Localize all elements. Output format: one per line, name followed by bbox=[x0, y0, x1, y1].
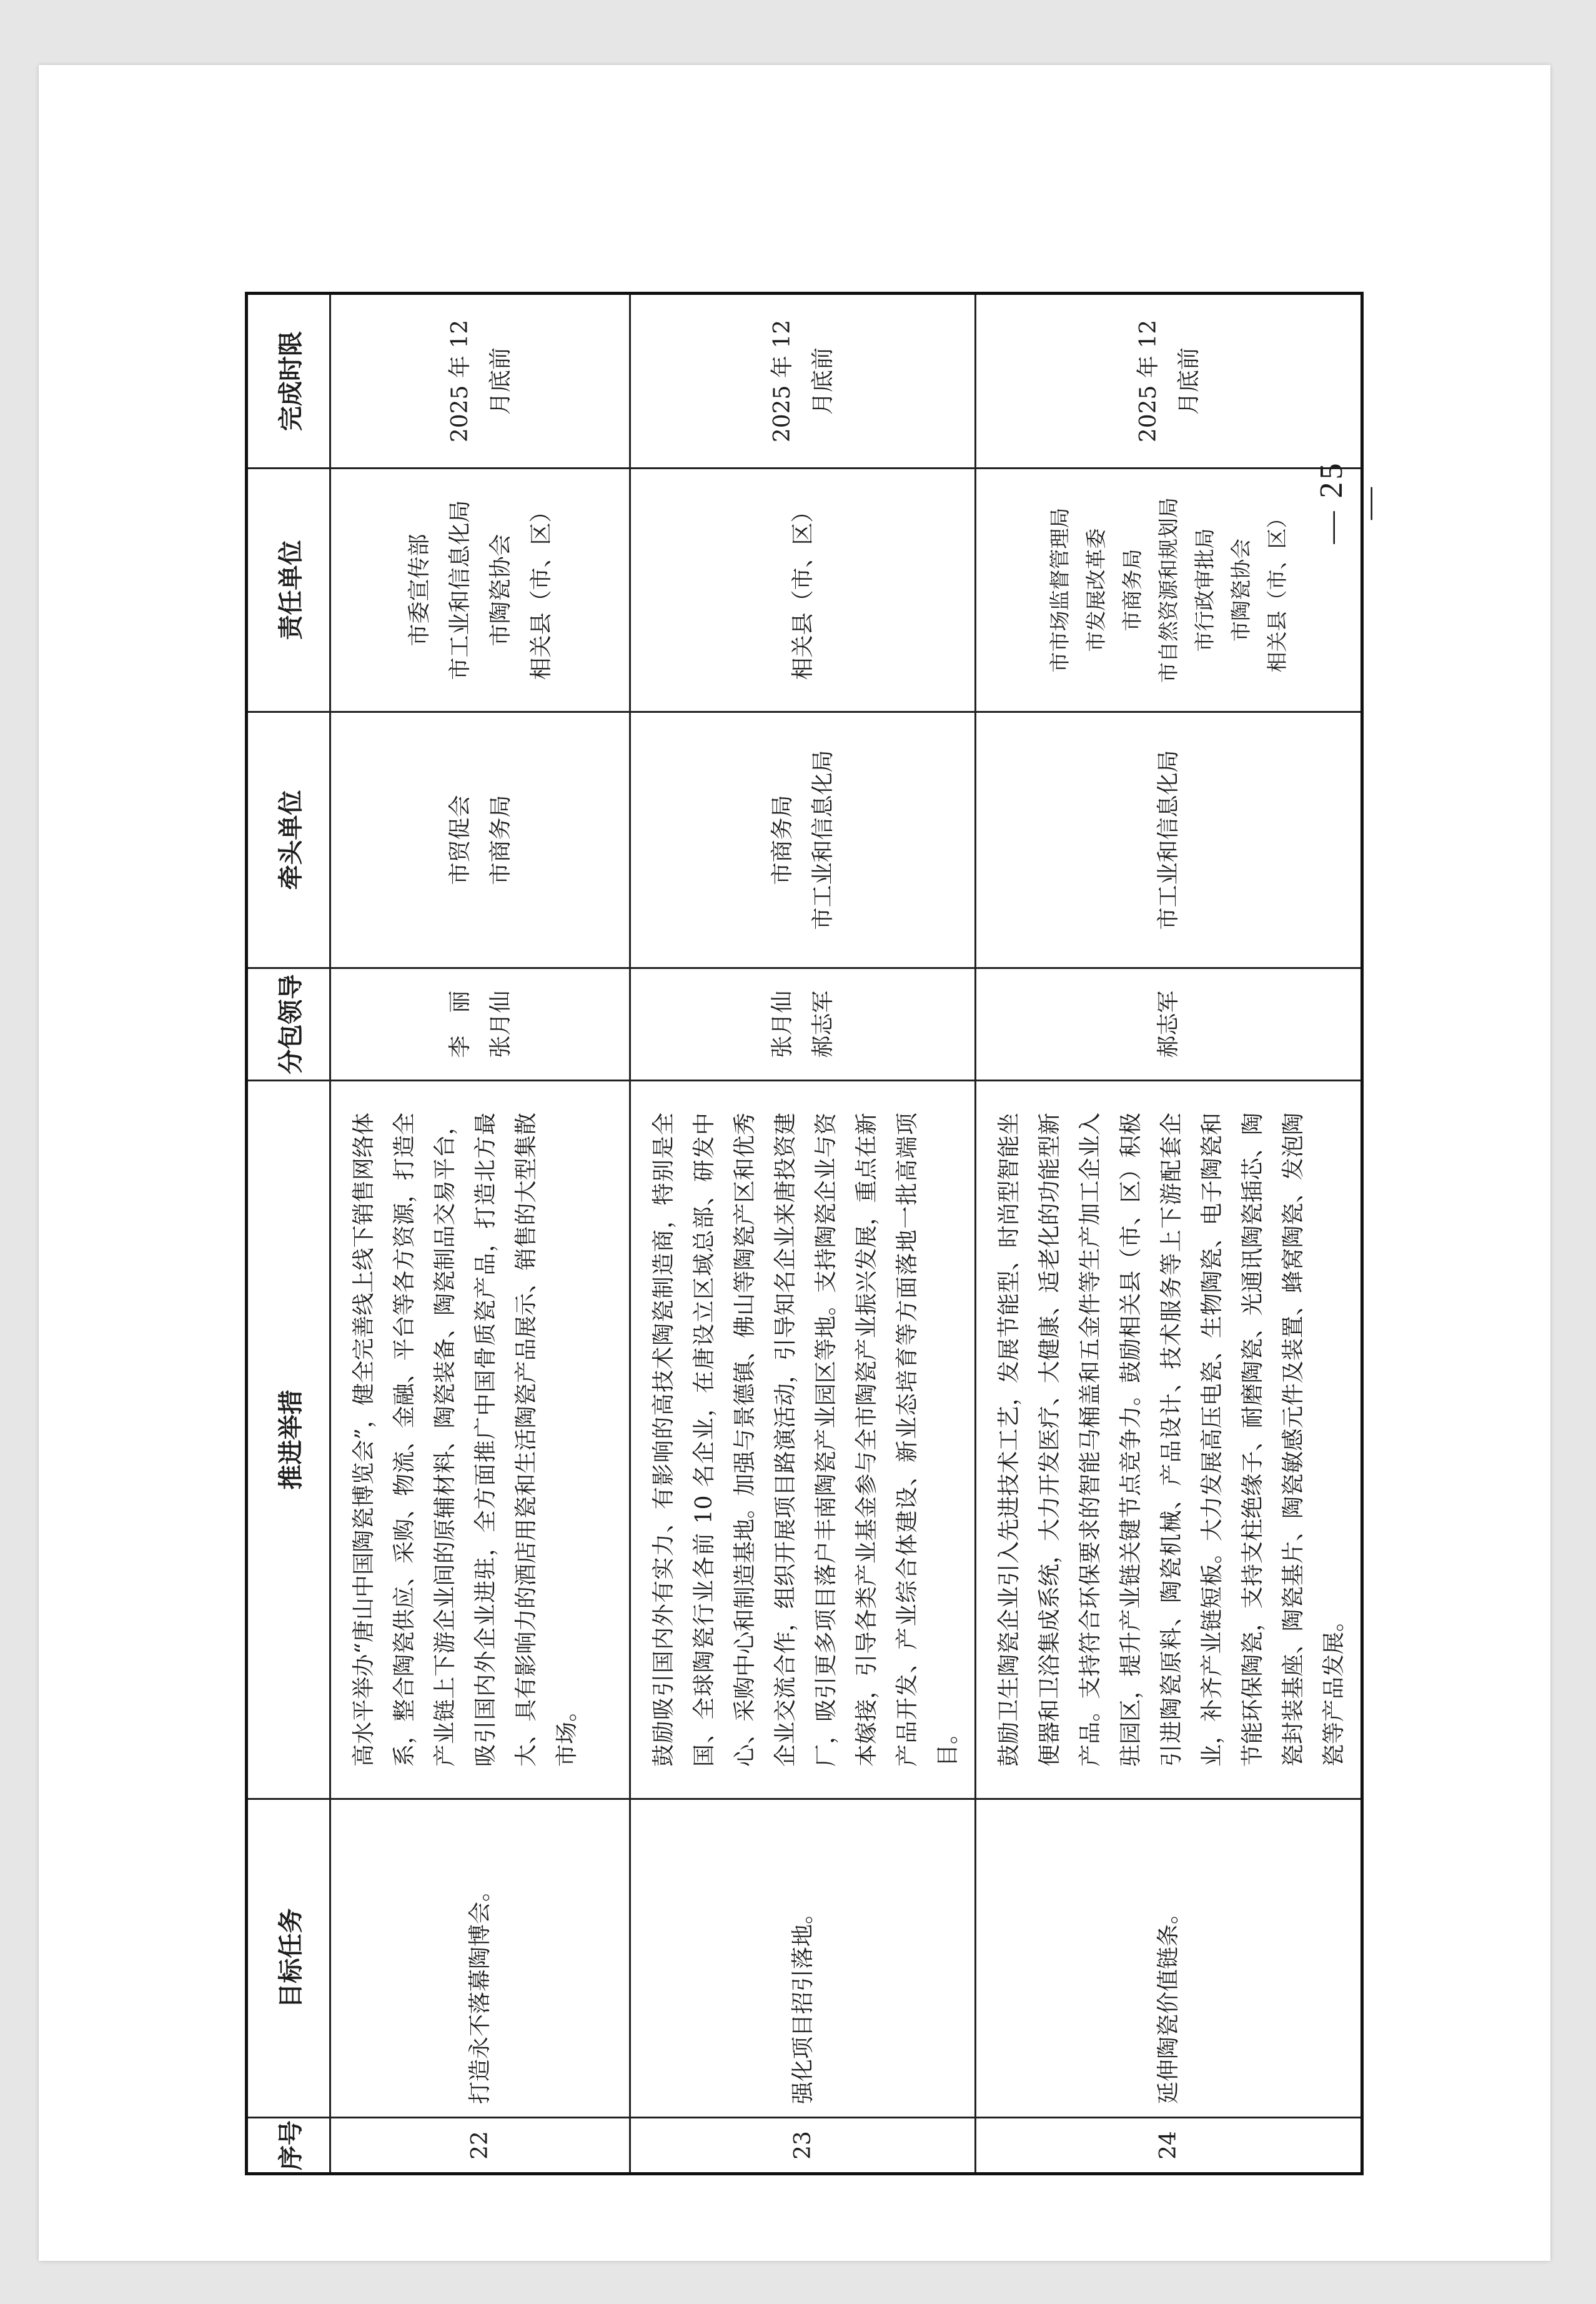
cell-lead-unit bbox=[330, 712, 630, 968]
deadline-text: 月底前 bbox=[1176, 347, 1202, 415]
cell-leader bbox=[630, 968, 976, 1081]
deadline-text: 2025 年 12 bbox=[447, 319, 473, 443]
resp-unit-name: 市陶瓷协会 bbox=[1228, 539, 1253, 642]
header-goal: 目标任务 bbox=[247, 1799, 330, 2118]
cell-resp-unit bbox=[330, 469, 630, 712]
cell-deadline bbox=[976, 294, 1362, 469]
leader-name: 张月仙 bbox=[487, 990, 513, 1058]
lead-unit-name: 市商务局 bbox=[770, 795, 795, 885]
cell-resp-unit bbox=[630, 469, 976, 712]
rotated-table-container bbox=[245, 295, 1347, 2175]
table-header-row bbox=[247, 294, 330, 2174]
resp-unit-name: 市发展改革委 bbox=[1083, 528, 1108, 652]
leader-name: 李 丽 bbox=[447, 990, 473, 1058]
lead-unit-name: 市工业和信息化局 bbox=[810, 750, 836, 930]
leader-name: 郝志军 bbox=[810, 990, 836, 1058]
lead-unit-name: 市工业和信息化局 bbox=[1156, 750, 1181, 930]
cell-goal: 延伸陶瓷价值链条。 bbox=[976, 1799, 1362, 2118]
cell-goal: 打造永不落幕陶博会。 bbox=[330, 1799, 630, 2118]
header-resp-unit: 责任单位 bbox=[247, 469, 330, 712]
resp-unit-name: 市商务局 bbox=[1119, 549, 1144, 632]
resp-unit-name: 市市场监督管理局 bbox=[1047, 507, 1072, 673]
cell-resp-unit bbox=[976, 469, 1362, 712]
cell-leader bbox=[330, 968, 630, 1081]
cell-measure: 鼓励卫生陶瓷企业引入先进技术工艺，发展节能型、时尚型智能坐便器和卫浴集成系统，大力开发医疗、大健康、适老化的功能型新产品。支持符合环保要求的智能马桶盖和五金件等生产加工企业入驻园区，提升产业链关键节点竞争力。鼓励相关县（市、区）积极引进陶瓷原料、陶瓷机械、产品设计、技术服务等上下游配套企业，补齐产业链短板。大力发展高压电瓷、生物陶瓷、电子陶瓷和节能环保陶瓷，支持支柱绝缘子、耐磨陶瓷、光通讯陶瓷插芯、陶瓷封装基座、陶瓷基片、陶瓷敏感元件及装置、蜂窝陶瓷、发泡陶瓷等产品发展。 bbox=[976, 1081, 1362, 1799]
resp-unit-name: 市自然资源和规划局 bbox=[1156, 497, 1181, 683]
deadline-text: 月底前 bbox=[810, 347, 836, 415]
cell-deadline bbox=[330, 294, 630, 469]
resp-unit-name: 市行政审批局 bbox=[1192, 528, 1217, 652]
task-table bbox=[245, 292, 1387, 2175]
header-leader: 分包领导 bbox=[247, 968, 330, 1081]
cell-deadline bbox=[630, 294, 976, 469]
cell-leader bbox=[976, 968, 1362, 1081]
cell-measure: 高水平举办“唐山中国陶瓷博览会”，健全完善线上线下销售网络体系，整合陶瓷供应、采购、物流、金融、平台等各方资源，打造全产业链上下游企业间的原辅材料、陶瓷装备、陶瓷制品交易平台，吸引国内外企业进驻，全方面推广中国骨质瓷产品，打造北方最大、具有影响力的酒店用瓷和生活陶瓷产品展示、销售的大型集散市场。 bbox=[330, 1081, 630, 1799]
table-row bbox=[630, 294, 976, 2174]
resp-unit-name: 市工业和信息化局 bbox=[447, 500, 473, 680]
cell-no: 22 bbox=[330, 2118, 630, 2174]
cell-goal: 强化项目招引落地。 bbox=[630, 1799, 976, 2118]
resp-unit-name: 市委宣传部 bbox=[406, 534, 432, 647]
leader-name: 郝志军 bbox=[1156, 990, 1181, 1058]
cell-no: 23 bbox=[630, 2118, 976, 2174]
document-page bbox=[39, 65, 1550, 2261]
cell-lead-unit bbox=[630, 712, 976, 968]
resp-unit-name: 相关县（市、区） bbox=[1264, 507, 1289, 673]
deadline-text: 月底前 bbox=[487, 347, 513, 415]
table-row bbox=[330, 294, 630, 2174]
table-row bbox=[976, 294, 1362, 2174]
lead-unit-name: 市贸促会 bbox=[447, 795, 473, 885]
cell-lead-unit bbox=[976, 712, 1362, 968]
resp-unit-name: 相关县（市、区） bbox=[790, 500, 816, 680]
cell-measure: 鼓励吸引国内外有实力、有影响的高技术陶瓷制造商，特别是全国、全球陶瓷行业各前 10 名企业，在唐设立区域总部、研发中心、采购中心和制造基地。加强与景德镇、佛山等陶瓷产区和优秀企业交流合作，组织开展项目路演活动，引导知名企业来唐投资建厂，吸引更多项目落户丰南陶瓷产业园区等地。支持陶瓷企业与资本嫁接，引导各类产业基金参与全市陶瓷产业振兴发展，重点在新产品开发、产业综合体建设、新业态培育等方面落地一批高端项目。 bbox=[630, 1081, 976, 1799]
page-number: — 25 — bbox=[1314, 460, 1387, 544]
header-lead-unit: 牵头单位 bbox=[247, 712, 330, 968]
deadline-text: 2025 年 12 bbox=[770, 319, 795, 443]
cell-no: 24 bbox=[976, 2118, 1362, 2174]
leader-name: 张月仙 bbox=[770, 990, 795, 1058]
deadline-text: 2025 年 12 bbox=[1135, 319, 1161, 443]
header-deadline: 完成时限 bbox=[247, 294, 330, 469]
header-measure: 推进举措 bbox=[247, 1081, 330, 1799]
header-no: 序号 bbox=[247, 2118, 330, 2174]
resp-unit-name: 市陶瓷协会 bbox=[487, 534, 513, 647]
resp-unit-name: 相关县（市、区） bbox=[528, 500, 554, 680]
lead-unit-name: 市商务局 bbox=[487, 795, 513, 885]
